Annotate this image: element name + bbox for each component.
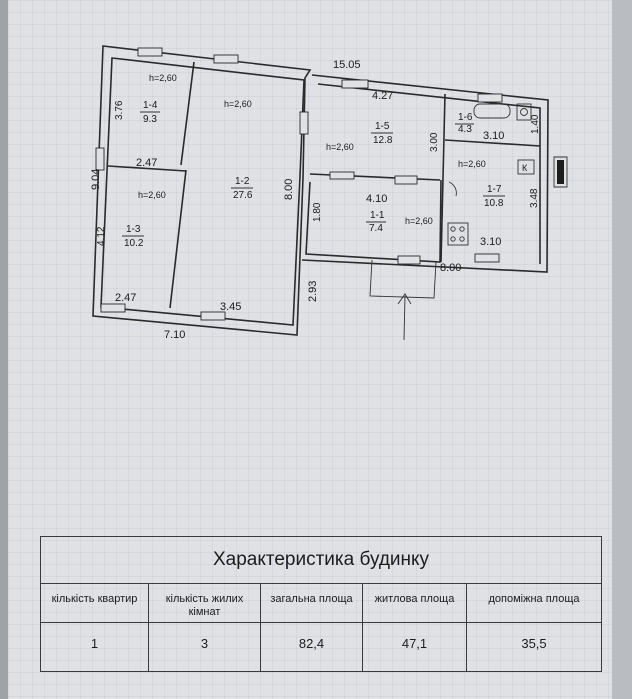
svg-text:9.3: 9.3	[143, 114, 157, 125]
svg-text:3.45: 3.45	[220, 301, 242, 313]
svg-text:1-1: 1-1	[370, 210, 385, 221]
svg-text:1-3: 1-3	[126, 224, 141, 235]
window	[398, 256, 420, 264]
svg-text:27.6: 27.6	[233, 190, 253, 201]
window	[101, 304, 125, 312]
characteristics-table	[40, 536, 602, 672]
value-apartments: 1	[41, 623, 149, 671]
svg-text:9.04: 9.04	[90, 168, 102, 190]
window	[395, 176, 417, 184]
svg-text:3.10: 3.10	[480, 236, 502, 248]
header-total-area: загальна площа	[261, 583, 363, 623]
entry-arrow	[404, 296, 405, 340]
stove-icon	[448, 223, 468, 245]
svg-text:1-6: 1-6	[458, 112, 473, 123]
header-apartments: кількість квартир	[41, 583, 149, 623]
svg-text:h=2,60: h=2,60	[149, 73, 177, 83]
svg-text:1-7: 1-7	[487, 184, 502, 195]
svg-text:h=2,60: h=2,60	[326, 142, 354, 152]
outer-wall-inner	[101, 58, 304, 325]
value-auxiliary-area: 35,5	[521, 636, 547, 651]
svg-text:1.40: 1.40	[530, 114, 541, 134]
svg-text:1-2: 1-2	[235, 176, 250, 187]
svg-text:h=2,60: h=2,60	[138, 190, 166, 200]
svg-text:7.10: 7.10	[164, 329, 186, 341]
wall-1-5-1-1	[310, 174, 440, 180]
svg-text:2.93: 2.93	[307, 280, 319, 302]
value-total-area: 82,4	[261, 623, 363, 671]
svg-text:7.4: 7.4	[369, 223, 383, 234]
svg-text:1-4: 1-4	[143, 100, 158, 111]
window	[475, 254, 499, 262]
wall-1-5-1-7	[441, 94, 445, 262]
svg-text:2.47: 2.47	[136, 157, 158, 169]
value-living-rooms: 3	[149, 623, 261, 671]
svg-text:1-5: 1-5	[375, 121, 390, 132]
room-1-1	[366, 210, 433, 234]
svg-text:1.80: 1.80	[312, 202, 323, 222]
svg-text:3.00: 3.00	[429, 132, 440, 152]
value-living-area: 47,1	[363, 623, 467, 671]
bathtub-icon	[474, 104, 510, 118]
svg-text:10.8: 10.8	[484, 198, 504, 209]
svg-text:10.2: 10.2	[124, 238, 144, 249]
header-living-rooms: кількість жилих кімнат	[149, 583, 261, 623]
svg-text:2.47: 2.47	[115, 292, 137, 304]
svg-text:h=2,60: h=2,60	[405, 216, 433, 226]
svg-text:h=2,60: h=2,60	[224, 99, 252, 109]
room-1-5	[326, 121, 393, 152]
svg-text:4.12: 4.12	[96, 226, 107, 246]
window	[138, 48, 162, 56]
svg-text:4.10: 4.10	[366, 193, 388, 205]
wall-1-4-1-2	[170, 62, 194, 308]
window	[201, 312, 225, 320]
svg-text:4.27: 4.27	[372, 90, 394, 102]
svg-text:12.8: 12.8	[373, 135, 393, 146]
header-living-area: житлова площа	[363, 583, 467, 623]
room-1-7	[458, 159, 505, 209]
room-1-2	[224, 99, 253, 201]
room-1-6	[455, 112, 474, 135]
table-title: Характеристика будинку	[41, 537, 601, 584]
door-swing	[449, 182, 456, 196]
svg-text:3.10: 3.10	[483, 130, 505, 142]
window	[300, 112, 308, 134]
header-auxiliary-area: допоміжна площа	[467, 583, 601, 623]
svg-text:8.00: 8.00	[283, 178, 295, 200]
window	[214, 55, 238, 63]
svg-text:8.00: 8.00	[440, 262, 462, 274]
svg-text:15.05: 15.05	[333, 59, 361, 71]
room-1-4	[140, 73, 177, 125]
svg-text:3.76: 3.76	[114, 100, 125, 120]
room-1-3	[122, 190, 166, 249]
window	[342, 80, 368, 88]
svg-text:4.3: 4.3	[458, 124, 472, 135]
svg-text:h=2,60: h=2,60	[458, 159, 486, 169]
kitchen-mark: К	[522, 163, 528, 173]
window	[330, 172, 354, 179]
svg-text:3.48: 3.48	[529, 188, 540, 208]
window	[478, 94, 502, 102]
window	[96, 148, 104, 170]
